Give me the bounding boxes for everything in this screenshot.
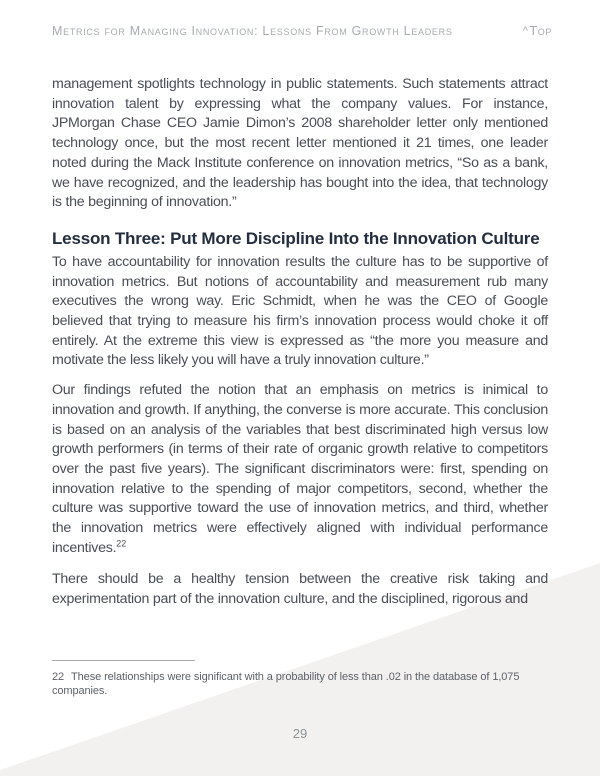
article-body [0,75,600,610]
paragraph-findings [52,381,548,558]
back-to-top-label: Top [529,24,552,38]
footnote [52,660,548,698]
paragraph-management-spotlights: management spotlights technology in public statements. Such statements attract innovation talent by expressing what the company values. For instance, JPMorgan Chase CEO Jamie Dimon’s 2008 shareholder letter only mentioned technology once, but the most recent letter mentioned it 21 times, one leader noted during the Mack Institute conference on innovation metrics, “So as a bank, we have recognized, and the leadership has bought into the idea, that technology is the beginning of innovation.” [52,76,548,211]
page-number: 29 [292,726,308,741]
section-heading-lesson-three: Lesson Three: Put More Discipline Into the Innovation Culture [52,228,540,248]
caret-up-icon: ^ [522,25,529,37]
running-title: Metrics for Managing Innovation: Lessons From Growth Leaders [52,24,453,38]
paragraph-accountability: To have accountability for innovation results the culture has to be supportive of innovation metrics. But notions of accountability and measurement rub many executives the wrong way. Eric Schmidt, when he was the CEO of Google believed that trying to measure his firm’s innovation process would choke it off entirely. At the extreme this view is expressed as “the more you measure and motivate the less likely you will have a truly innovation culture.” [52,253,548,369]
paragraph-healthy-tension: There should be a healthy tension between the creative risk taking and experimentation part of the innovation culture, and the disciplined, rigorous and [52,571,548,608]
footnote-divider [52,660,195,661]
footnote-text [52,670,548,698]
back-to-top-link[interactable] [523,24,552,38]
page-header [0,0,600,38]
footnote-ref-22: 22 [116,538,127,549]
paragraph-findings-text: Our findings refuted the notion that an emphasis on metrics is inimical to innovation and growth. If anything, the converse is more accurate. This conclusion is based on an analysis of the variables that best discriminated high versus low growth performers (in terms of their rate of organic growth relative to competitors over the past five years). The significant discriminators were: first, spending on innovation relative to the spending of major competitors, second, whether the culture was supportive toward the use of innovation metrics, and third, whether the innovation metrics were effectively aligned with individual performance incentives. [52,382,548,556]
footnote-marker: 22 [52,671,65,683]
footnote-body: These relationships were significant with a probability of less than .02 in the database of 1,075 companies. [52,671,520,697]
